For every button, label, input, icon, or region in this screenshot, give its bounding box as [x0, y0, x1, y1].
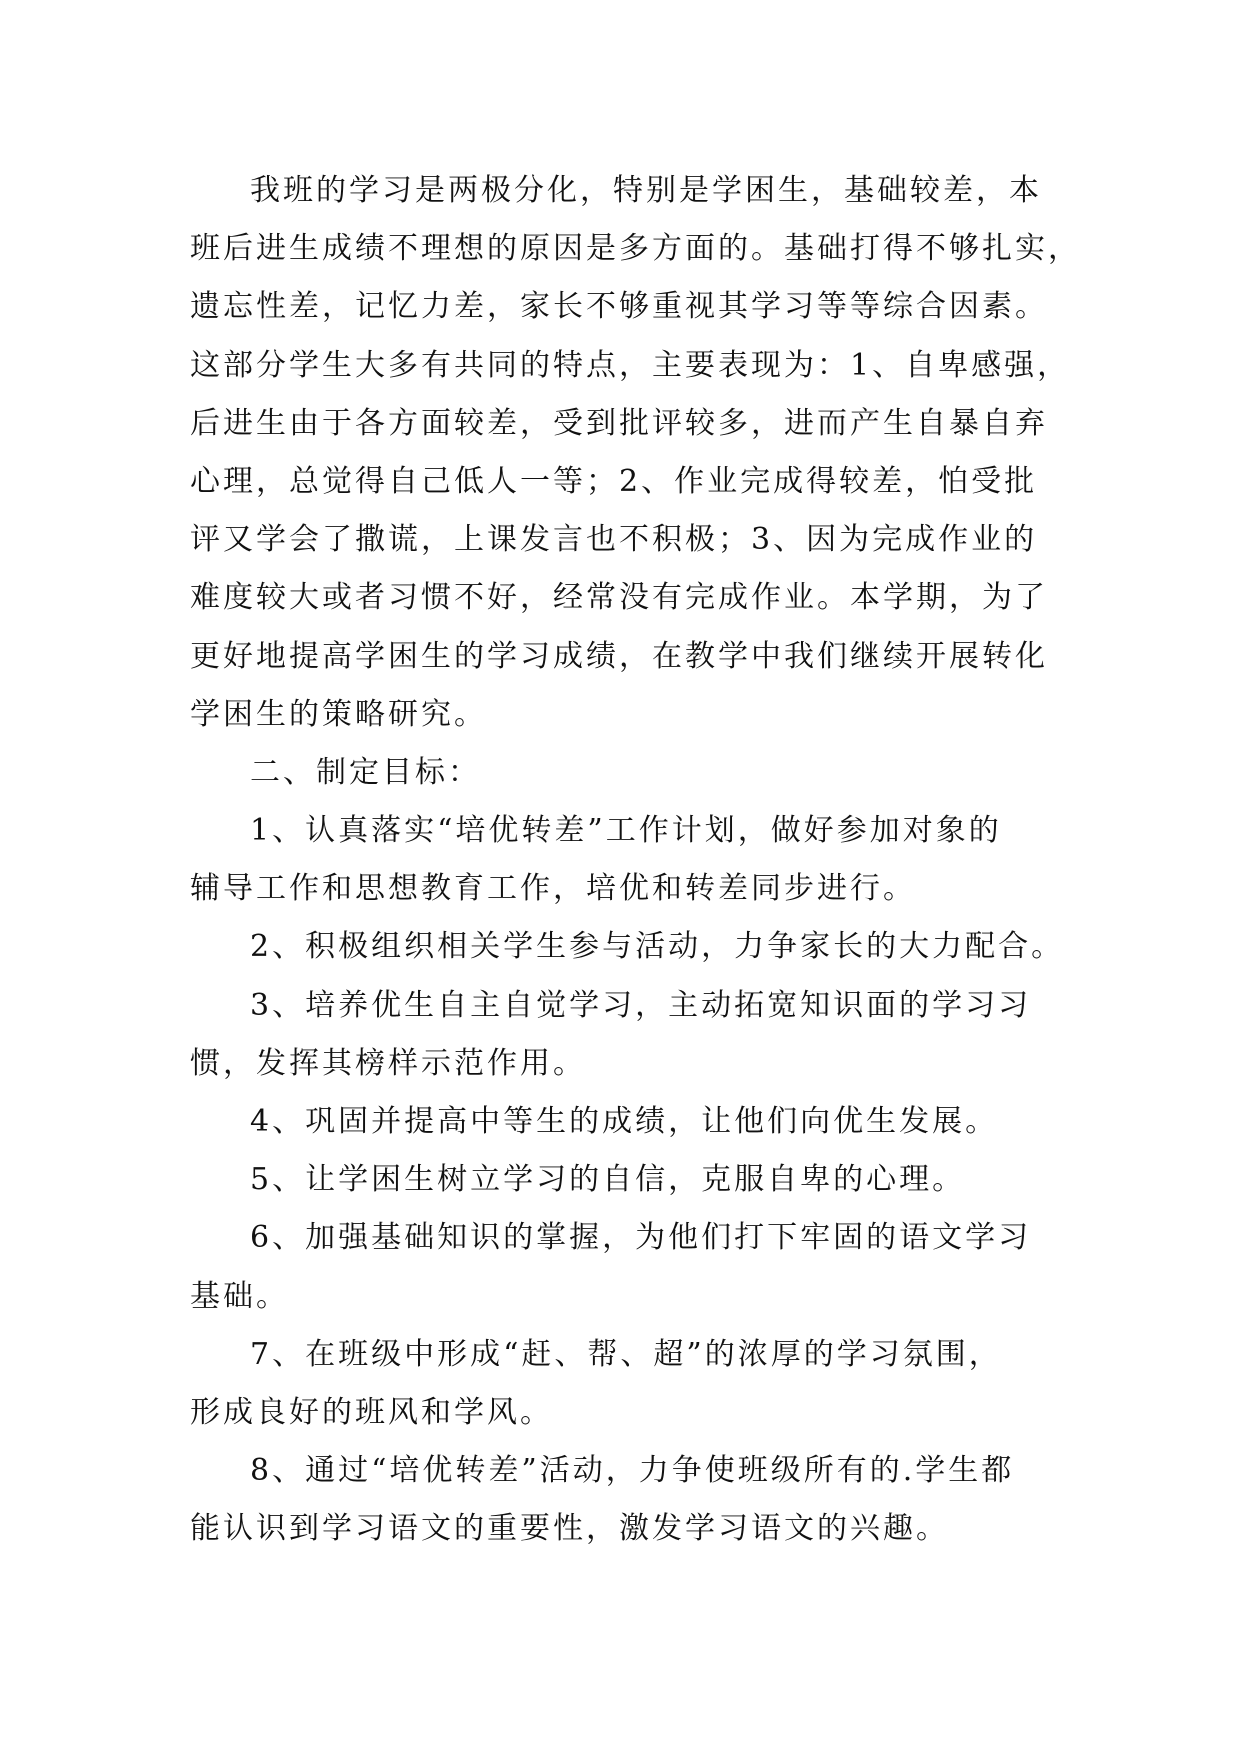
goal-line: 能认识到学习语文的重要性，激发学习语文的兴趣。: [190, 1511, 949, 1547]
goal-line: 4、巩固并提高中等生的成绩，让他们向优生发展。: [250, 1104, 999, 1139]
paragraph-line: 我班的学习是两极分化，特别是学困生，基础较差，本: [250, 173, 1042, 208]
goal-item-4: [190, 1093, 1060, 1151]
paragraph-line: 学困生的策略研究。: [190, 696, 487, 732]
goal-line: 基础。: [190, 1278, 289, 1314]
paragraph-line: 更好地提高学困生的学习成绩，在教学中我们继续开展转化: [190, 638, 1048, 674]
paragraph-line: 评又学会了撒谎，上课发言也不积极；3、因为完成作业的: [190, 522, 1038, 558]
goal-line: 惯，发挥其榜样示范作用。: [190, 1045, 586, 1081]
goal-item-8: [190, 1442, 1060, 1558]
goal-line: 形成良好的班风和学风。: [190, 1394, 553, 1430]
goal-line: 辅导工作和思想教育工作，培优和转差同步进行。: [190, 871, 916, 907]
goal-line: 8、通过“培优转差”活动，力争使班级所有的.学生都: [250, 1453, 1015, 1489]
goal-line: 6、加强基础知识的掌握，为他们打下牢固的语文学习: [250, 1220, 1032, 1256]
paragraph-line: 心理，总觉得自己低人一等；2、作业完成得较差，怕受批: [190, 463, 1038, 499]
goal-item-2: [190, 918, 1065, 976]
document-body: [190, 162, 1081, 1559]
goal-line: 5、让学困生树立学习的自信，克服自卑的心理。: [250, 1162, 966, 1198]
goal-item-7: [190, 1326, 1060, 1442]
goal-line: 3、培养优生自主自觉学习，主动拓宽知识面的学习习: [250, 987, 1032, 1023]
goal-item-5: [190, 1151, 1060, 1209]
goal-item-6: [190, 1209, 1060, 1325]
intro-paragraph: [190, 162, 1081, 744]
goal-line: 7、在班级中形成“赶、帮、超”的浓厚的学习氛围，: [250, 1336, 1002, 1372]
paragraph-line: 遗忘性差，记忆力差，家长不够重视其学习等等综合因素。: [190, 289, 1048, 325]
section-heading: 二、制定目标：: [250, 754, 481, 790]
goal-line: 1、认真落实“培优转差”工作计划，做好参加对象的: [250, 813, 1002, 849]
paragraph-line: 这部分学生大多有共同的特点，主要表现为：1、自卑感强，: [190, 347, 1071, 383]
paragraph-line: 后进生由于各方面较差，受到批评较多，进而产生自暴自弃: [190, 405, 1048, 441]
goal-line: 2、积极组织相关学生参与活动，力争家长的大力配合。: [250, 929, 1065, 965]
paragraph-line: 难度较大或者习惯不好，经常没有完成作业。本学期，为了: [190, 580, 1048, 616]
paragraph-line: 班后进生成绩不理想的原因是多方面的。基础打得不够扎实，: [190, 231, 1081, 267]
goal-item-1: [190, 802, 1060, 918]
goal-item-3: [190, 977, 1060, 1093]
